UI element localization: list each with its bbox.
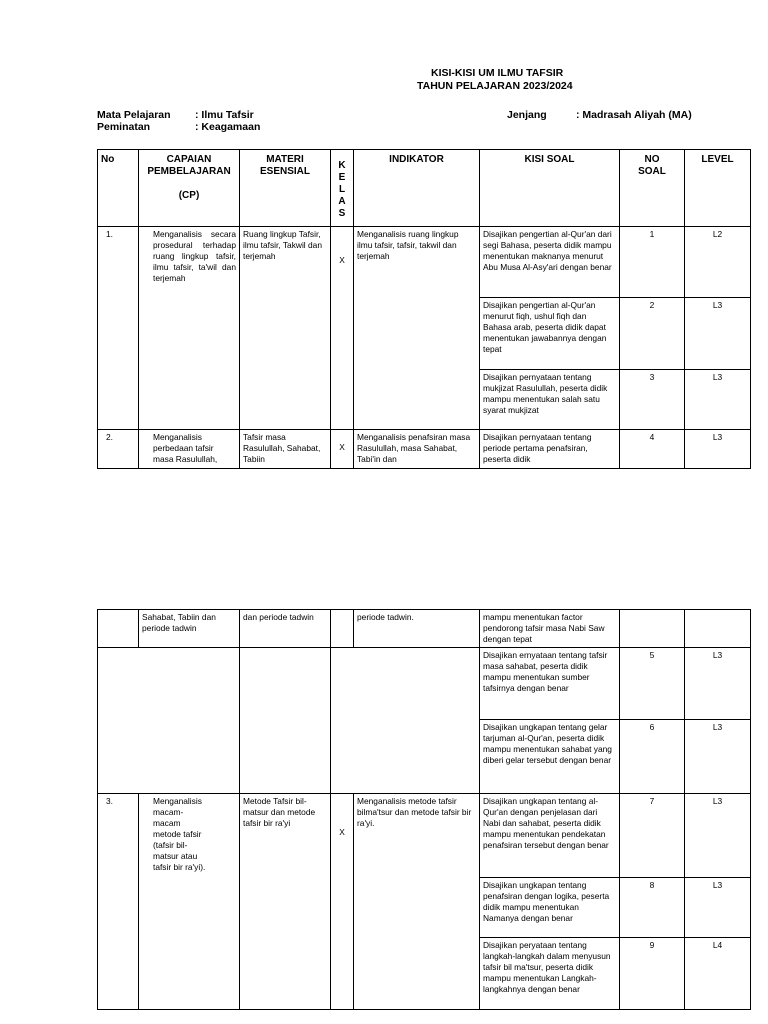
mapel-label: Mata Pelajaran [97, 109, 171, 121]
kisi-item-4: Disajikan pernyataan tentang periode pertama penafsiran, peserta didik [480, 430, 620, 469]
no-soal-4: 4 [620, 430, 685, 469]
document-title: KISI-KISI UM ILMU TAFSIR [431, 67, 564, 79]
table-row [98, 227, 751, 298]
kisi-item-1: Disajikan pengertian al-Qur'an dari segi Bahasa, peserta didik mampu menentukan maknanya menurut Abu Musa Al-Asy'ari dengan benar [480, 227, 620, 298]
extra-blank-cp [98, 648, 240, 794]
table-row [98, 430, 751, 469]
no-soal-9: 9 [620, 938, 685, 1010]
cont-kelas [331, 610, 354, 648]
row1-cp: Menganalisis secara prosedural terhadap ruang lingkup tafsir, ilmu tafsir, ta'wil dan terjemah [139, 227, 240, 430]
table-row [98, 794, 751, 878]
row1-indikator: Menganalisis ruang lingkup ilmu tafsir, tafsir, takwil dan terjemah [354, 227, 480, 430]
kisi-item-3: Disajikan pernyataan tentang mukjizat Rasulullah, peserta didik mampu menentukan salah satu syarat mukjizat [480, 370, 620, 430]
header-kelas: K E L A S [331, 150, 354, 227]
level-2: L3 [685, 298, 751, 370]
header-no: No [98, 150, 139, 227]
kisi-item-9: Disajikan peryataan tentang langkah-langkah dalam menyusun tafsir bil ma'tsur, peserta didik mampu menentukan Langkah-langkahnya dengan benar [480, 938, 620, 1010]
level-3: L3 [685, 370, 751, 430]
table-header-row [98, 150, 751, 227]
no-soal-1: 1 [620, 227, 685, 298]
cont-level [685, 610, 751, 648]
kisi-table-page1 [97, 149, 751, 469]
level-6: L3 [685, 720, 751, 794]
level-4: L3 [685, 430, 751, 469]
row3-materi: Metode Tafsir bil-matsur dan metode tafsir bir ra'yi [240, 794, 331, 1010]
kisi-table-page2 [97, 609, 751, 1010]
row2-cp: Menganalisis perbedaan tafsir masa Rasulullah, [139, 430, 240, 469]
row1-materi: Ruang lingkup Tafsir, ilmu tafsir, Takwil dan terjemah [240, 227, 331, 430]
extra-blank-materi [240, 648, 331, 794]
no-soal-2: 2 [620, 298, 685, 370]
jenjang-label: Jenjang [507, 109, 547, 121]
cont-cp: Sahabat, Tabiin dan periode tadwin [139, 610, 240, 648]
header-no-soal: NO SOAL [620, 150, 685, 227]
header-indikator: INDIKATOR [354, 150, 480, 227]
no-soal-8: 8 [620, 878, 685, 938]
header-level: LEVEL [685, 150, 751, 227]
level-8: L3 [685, 878, 751, 938]
kisi-item-7: Disajikan ungkapan tentang al-Qur'an dengan penjelasan dari Nabi dan sahabat, peserta didik mampu menentukan pendekatan penafsiran tersebut dengan benar [480, 794, 620, 878]
row3-cp: Menganalisis macam- macam metode tafsir (tafsir bil- matsur atau tafsir bir ra'yi). [139, 794, 240, 1010]
cont-no [98, 610, 139, 648]
no-soal-5: 5 [620, 648, 685, 720]
level-7: L3 [685, 794, 751, 878]
row1-kelas: X [331, 227, 354, 430]
level-9: L4 [685, 938, 751, 1010]
level-1: L2 [685, 227, 751, 298]
kisi-item-2: Disajikan pengertian al-Qur'an menurut fiqh, ushul fiqh dan Bahasa arab, peserta didik dapat menentukan jawabannya dengan tepat [480, 298, 620, 370]
no-soal-3: 3 [620, 370, 685, 430]
no-soal-6: 6 [620, 720, 685, 794]
peminatan-value: : Keagamaan [195, 121, 261, 133]
cont-indikator: periode tadwin. [354, 610, 480, 648]
cont-no-soal [620, 610, 685, 648]
document-subtitle: TAHUN PELAJARAN 2023/2024 [417, 80, 573, 92]
table-row [98, 648, 751, 720]
row2-kelas: X [331, 430, 354, 469]
mapel-value: : Ilmu Tafsir [195, 109, 254, 121]
header-materi: MATERI ESENSIAL [240, 150, 331, 227]
peminatan-label: Peminatan [97, 121, 151, 133]
kisi-item-6: Disajikan ungkapan tentang gelar tarjuman al-Qur'an, peserta didik mampu menentukan sahabat yang diberi gelar tersebut dengan benar [480, 720, 620, 794]
row2-materi: Tafsir masa Rasulullah, Sahabat, Tabiin [240, 430, 331, 469]
table-row [98, 610, 751, 648]
kisi-item-8: Disajikan ungkapan tentang penafsiran dengan logika, peserta didik mampu menentukan Namanya dengan benar [480, 878, 620, 938]
jenjang-value: : Madrasah Aliyah (MA) [576, 109, 692, 121]
header-cp: CAPAIAN PEMBELAJARAN (CP) [139, 150, 240, 227]
row1-no: 1. [98, 227, 139, 430]
level-5: L3 [685, 648, 751, 720]
row2-no: 2. [98, 430, 139, 469]
row3-kelas: X [331, 794, 354, 1010]
cont-kisi: mampu menentukan factor pendorong tafsir masa Nabi Saw dengan tepat [480, 610, 620, 648]
row3-indikator: Menganalisis metode tafsir bilma'tsur dan metode tafsir bir ra'yi. [354, 794, 480, 1010]
row2-indikator: Menganalisis penafsiran masa Rasulullah, masa Sahabat, Tabi'in dan [354, 430, 480, 469]
extra-blank-indikator [331, 648, 480, 794]
row3-no: 3. [98, 794, 139, 1010]
kisi-item-5: Disajikan ernyataan tentang tafsir masa sahabat, peserta didik mampu menentukan sumber tafsirnya dengan benar [480, 648, 620, 720]
cont-materi: dan periode tadwin [240, 610, 331, 648]
header-kisi-soal: KISI SOAL [480, 150, 620, 227]
no-soal-7: 7 [620, 794, 685, 878]
